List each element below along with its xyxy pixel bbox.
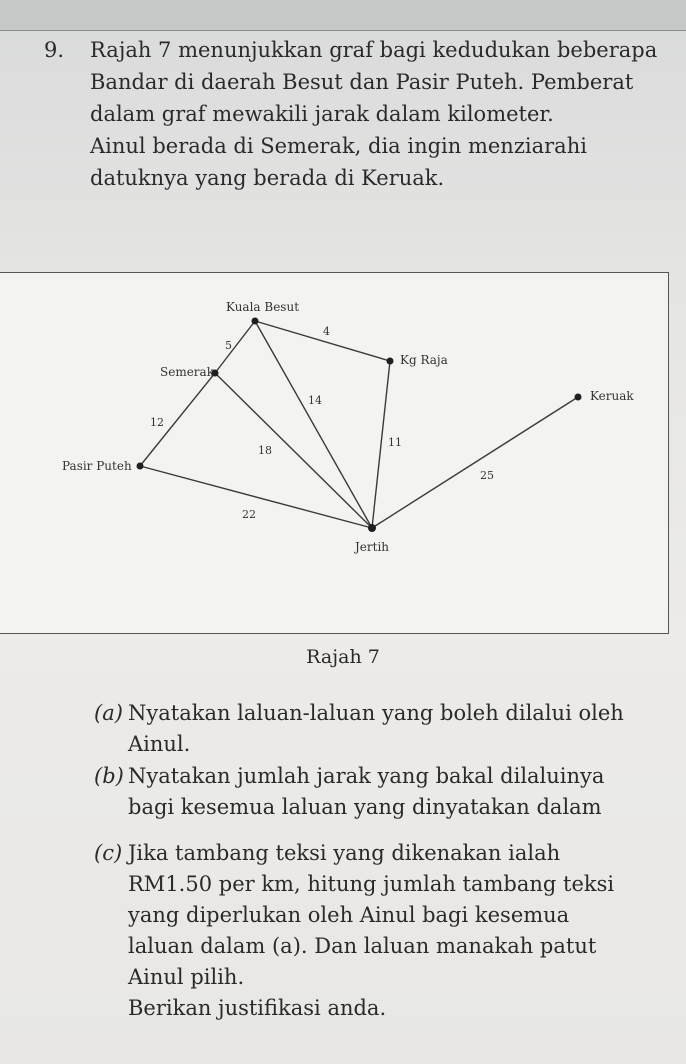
label-semerak: Semerak [160,365,214,379]
question-number: 9. [44,38,65,62]
node-jertih [368,524,376,532]
question-body [90,34,680,194]
weight-semerak-pasir-puteh: 12 [150,416,164,429]
node-keruak [575,394,582,401]
question-line: Rajah 7 menunjukkan graf bagi kedudukan beberapa [90,38,658,62]
part-c-label: (c) [94,841,123,865]
question-line: Ainul berada di Semerak, dia ingin menziarahi [90,134,587,158]
part-b-label: (b) [94,764,124,788]
part-c-line: laluan dalam (a). Dan laluan manakah patut [128,934,597,958]
part-c-line: yang diperlukan oleh Ainul bagi kesemua [128,903,570,927]
part-a [94,698,624,760]
top-band [0,0,686,30]
part-a-line: Nyatakan laluan-laluan yang boleh dilalui oleh [128,701,624,725]
graph-diagram [0,273,668,633]
weight-pasir-puteh-jertih: 22 [242,508,256,521]
edge-kuala-besut-jertih [255,321,372,528]
part-b-line: Nyatakan jumlah jarak yang bakal dilaluinya [128,764,605,788]
graph-figure [0,272,669,634]
weight-kuala-besut-kg-raja: 4 [323,325,330,338]
part-a-line: Ainul. [128,732,191,756]
weight-kuala-besut-jertih: 18 [258,444,272,457]
label-kuala-besut: Kuala Besut [226,300,300,314]
weight-kg-raja-jertih: 11 [388,436,402,449]
part-c-line: RM1.50 per km, hitung jumlah tambang teksi [128,872,615,896]
question-line: datuknya yang berada di Keruak. [90,166,445,190]
part-b-line: bagi kesemua laluan yang dinyatakan dalam [128,795,602,819]
figure-caption: Rajah 7 [306,646,380,668]
label-jertih: Jertih [355,540,390,554]
part-a-label: (a) [94,701,123,725]
part-c-line: Berikan justifikasi anda. [128,996,387,1020]
label-keruak: Keruak [590,389,634,403]
question-line: dalam graf mewakili jarak dalam kilometer. [90,102,554,126]
label-pasir-puteh: Pasir Puteh [62,459,132,473]
part-c [94,838,615,1024]
edge-keruak-jertih [372,397,578,528]
node-pasir-puteh [137,463,144,470]
node-kuala-besut [252,318,259,325]
edge-semerak-jertih [215,373,372,528]
edge-pasir-puteh-jertih [140,466,372,528]
part-b [94,761,605,823]
top-rule [0,30,686,31]
edge-kuala-besut-semerak [215,321,255,373]
weight-keruak-jertih: 25 [480,469,494,482]
label-kg-raja: Kg Raja [400,353,448,367]
part-c-line: Ainul pilih. [128,965,245,989]
weight-semerak-jertih: 14 [308,394,322,407]
part-c-line: Jika tambang teksi yang dikenakan ialah [128,841,561,865]
weight-kuala-besut-semerak: 5 [225,339,232,352]
node-kg-raja [387,358,394,365]
question-line: Bandar di daerah Besut dan Pasir Puteh. Pemberat [90,70,634,94]
